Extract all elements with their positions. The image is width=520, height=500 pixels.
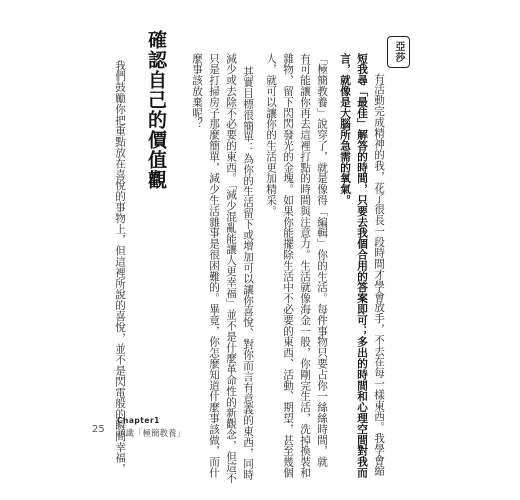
body-column: 減少或去除不必要的東西。「減少混亂能讓人更幸福」並不是什麼革命性的新觀念，但這不 xyxy=(225,53,237,484)
page-footer xyxy=(92,416,212,446)
chapter-title: 認識「極簡教養」 xyxy=(117,429,186,439)
body-column: 言，就像是大腦所急需的氧氣。 xyxy=(339,53,351,206)
section-heading: 確認自己的價值觀 xyxy=(145,30,167,190)
body-column: 我們鼓勵你把重點放在喜悅的事物上，但這裡所說的喜悅，並不是閃電般的瞬間幸福， xyxy=(114,60,126,475)
body-column: 有活動完成精神的我，花了很長一段時間才學會放手，不去在每一樣東西。我學會縮 xyxy=(373,73,385,477)
body-column: 只是打掃房子那麼簡單，減少生活雜事是很困難的。畢竟，你怎麼知道什麼事該做，而什 xyxy=(208,53,220,479)
body-column: 短我尋「最佳」解答的時間，只要去我個合用的答案即可；多出的時間和心理空間對我而 xyxy=(356,53,368,479)
body-column: 人，就可以讓你的生活更加精采。 xyxy=(265,53,277,217)
body-column: 雜物，留下閃閃發光的金塊。如果你能擺除生活中不必要的東西、活動、期望，甚至幾個 xyxy=(282,53,294,479)
section-badge xyxy=(387,36,410,68)
body-column: 其實目標很簡單：為你的生活留下或增加可以讓你喜悅、對你而言有意義的東西，同時 xyxy=(242,66,254,481)
page-number: 25 xyxy=(92,424,105,435)
chapter-label: Chapter1 xyxy=(117,416,160,425)
body-column: 有可能讓你再去這裡打點的時間與注意力。生活就像海金一般，你剛完生活，洗掉換裝和 xyxy=(299,53,311,479)
body-column: 「極簡教養」說穿了，就是像得「編輯」你的生活。每件事物只要占你一絲絲時間，就 xyxy=(316,53,328,468)
section-badge-label: 亞莎 xyxy=(393,41,404,63)
body-column: 麼事該放棄呢？ xyxy=(191,53,203,130)
